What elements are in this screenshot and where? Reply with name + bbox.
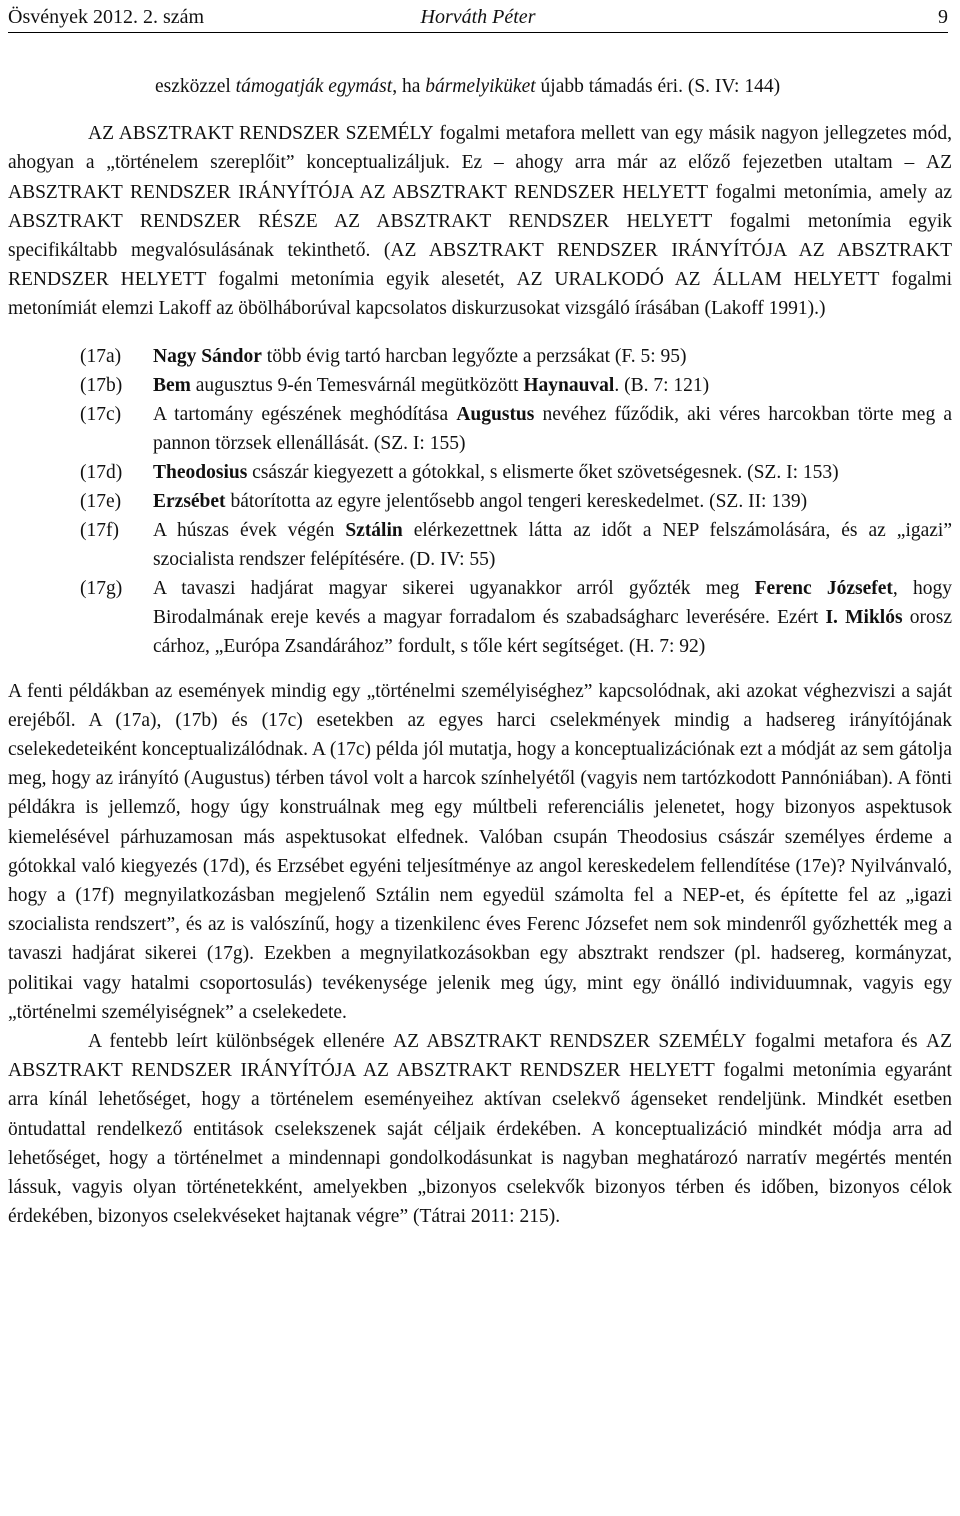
journal-issue: Ösvények 2012. 2. szám	[8, 6, 205, 28]
example-17c: (17c) A tartomány egészének meghódítása Augustus nevéhez fűződik, aki véres harcokban törte meg a pannon törzsek ellenállását. (SZ. I: 155)	[80, 403, 952, 454]
quote-continuation: eszközzel támogatják egymást, ha bármelyiküket újabb támadás éri. (S. IV: 144)	[155, 76, 781, 97]
author-name: Horváth Péter	[420, 6, 536, 28]
example-17e: (17e) Erzsébet bátorította az egyre jelentősebb angol tengeri kereskedelmet. (SZ. II: 139)	[80, 490, 808, 512]
paragraph-conclusion: A fentebb leírt különbségek ellenére AZ ABSZTRAKT RENDSZER SZEMÉLY fogalmi metafora és AZ ABSZTRAKT RENDSZER IRÁNYÍTÓJA AZ ABSZTRAKT RENDSZER HELYETT fogalmi metonímia egyaránt arra kínál lehetőséget, hogy a történelem eseményeihez aktívan cselekvő ágenseket rendeljünk. Mindkét esetben öntudattal rendelkező entitások cselekszenek saját céljaik érdekében. A konceptualizáció mindkét módja arra ad lehetőséget, hogy a történelmet a mindennapi gondolkodásunkat is nagyban meghatározó narratív megértés mentén lássuk, vagyis olyan történetekként, amelyekben „bizonyos cselekvők bizonyos térben és időben, bizonyos célok érdekében, bizonyos cselekvéseket hajtanak végre” (Tátrai 2011: 215).	[8, 1031, 953, 1228]
example-17b: (17b) Bem augusztus 9-én Temesvárnál megütközött Haynauval. (B. 7: 121)	[80, 374, 710, 396]
example-17f: (17f) A húszas évek végén Sztálin elérkezettnek látta az időt a NEP felszámolására, és az „igazi” szocialista rendszer felépítésére. (D. IV: 55)	[80, 519, 952, 570]
paragraph-analysis: A fenti példákban az események mindig egy „történelmi személyiséghez” kapcsolódnak, aki azokat véghezviszi a saját erejéből. A (17a), (17b) és (17c) esetekben az egyes harci cselekmények mindig a hadsereg irányítójának cselekedeteiként konceptualizálódnak. A (17c) példa jól mutatja, hogy a konceptualizációnak ezt a módját az sem gátolja meg, hogy az irányító (Augustus) térben távol volt a harcok színhelyétől (vagyis nem tartózkodott Pannóniában). A fönti példákra is jellemző, hogy úgy konstruálnak meg egy múltbeli referenciális jelenetet, hogy bizonyos aspektusok kiemelésével párhuzamosan más aspektusokat elfednek. Valóban csupán Theodosius császár személyes érdeme a gótokkal való kiegyezés (17d), és Erzsébet egyéni teljesítménye az angol kereskedelem fellendítése (17e)? Nyilvánvaló, hogy a (17f) megnyilatkozásban megjelenő Sztálin nem egyedül számolta fel a NEP-et, és építette fel az „igazi szocialista rendszert”, és az is valószínű, hogy a tizenkilenc éves Ferenc Józsefet nem sok mindenről győzhették meg a tavaszi hadjárat sikerei (17g). Ezekben a megnyilatkozásokban egy absztrakt rendszer (pl. hadsereg, kormányzat, politikai vagy hatalmi csoportosulás) tevékenysége jelenik meg úgy, mint egy önálló individuumnak, vagyis egy „történelmi személyiségnek” a cselekedete.	[8, 680, 952, 1023]
paragraph-metonymy: AZ ABSZTRAKT RENDSZER SZEMÉLY fogalmi metafora mellett van egy másik nagyon jellegzetes mód, ahogyan a „történelem szereplőit” konceptualizáljuk. Ez – ahogy arra már az előző fejezetben utaltam – AZ ABSZTRAKT RENDSZER IRÁNYÍTÓJA AZ ABSZTRAKT RENDSZER HELYETT fogalmi metonímia, amely az ABSZTRAKT RENDSZER RÉSZE AZ ABSZTRAKT RENDSZER HELYETT fogalmi metonímia egyik specifikáltabb megvalósulásának tekinthető. (AZ ABSZTRAKT RENDSZER IRÁNYÍTÓJA AZ ABSZTRAKT RENDSZER HELYETT fogalmi metonímia egyik alesetét, AZ URALKODÓ AZ ÁLLAM HELYETT fogalmi metonímiát elemzi Lakoff az öbölháborúval kapcsolatos diskurzusokat vizsgáló írásában (Lakoff 1991).)	[8, 123, 952, 320]
example-17g: (17g) A tavaszi hadjárat magyar sikerei ugyanakkor arról győzték meg Ferenc Józsefet, hogy Birodalmának ereje kevés a magyar forradalom és szabadságharc leverésére. Ezért I. Miklós orosz cárhoz, „Európa Zsandárához” fordult, s tőle kért segítséget. (H. 7: 92)	[80, 577, 953, 657]
example-17a: (17a) Nagy Sándor több évig tartó harcban legyőzte a perzsákat (F. 5: 95)	[80, 345, 687, 367]
running-header	[8, 4, 948, 33]
example-list	[8, 342, 952, 661]
example-17d: (17d) Theodosius császár kiegyezett a gótokkal, s elismerte őket szövetségesnek. (SZ. I: 153)	[80, 461, 839, 483]
page-body	[8, 72, 952, 1231]
page-number: 9	[938, 6, 948, 28]
